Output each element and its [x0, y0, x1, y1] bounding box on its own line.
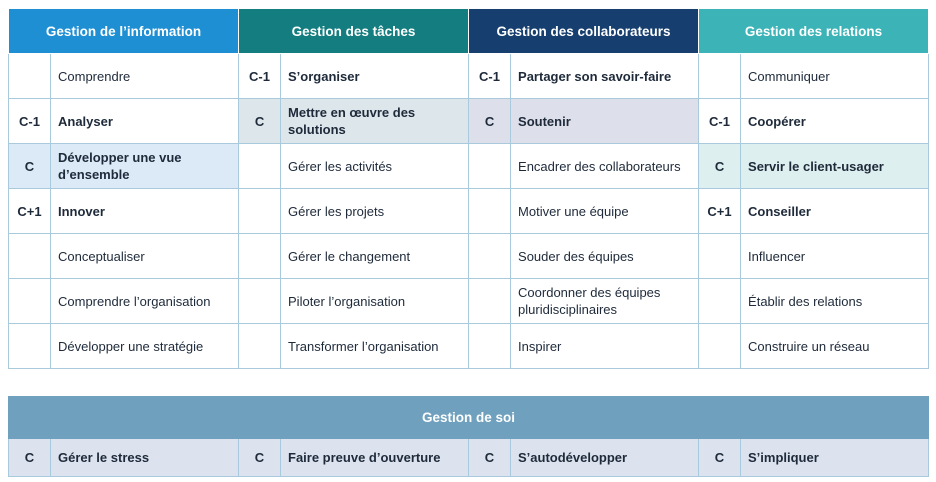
- soi-row: [9, 439, 929, 477]
- level-cell: [9, 54, 51, 99]
- level-cell: [699, 279, 741, 324]
- competence-cell: Construire un réseau: [741, 324, 929, 369]
- level-cell: [469, 189, 511, 234]
- competence-cell: Gérer les projets: [281, 189, 469, 234]
- competence-cell: Gérer le changement: [281, 234, 469, 279]
- level-cell: C: [469, 99, 511, 144]
- competence-cell: Développer une vue d’ensemble: [51, 144, 239, 189]
- level-cell: [239, 189, 281, 234]
- level-cell: [699, 234, 741, 279]
- level-cell: [469, 234, 511, 279]
- level-cell: C+1: [9, 189, 51, 234]
- level-cell: [239, 234, 281, 279]
- soi-label: Faire preuve d’ouverture: [281, 439, 469, 477]
- competence-grid: [8, 8, 929, 369]
- competence-cell: Piloter l’organisation: [281, 279, 469, 324]
- competence-cell: Mettre en œuvre des solutions: [281, 99, 469, 144]
- column-header: Gestion des tâches: [239, 9, 469, 54]
- level-cell: C-1: [469, 54, 511, 99]
- level-cell: C: [9, 144, 51, 189]
- level-cell: [469, 324, 511, 369]
- level-cell: [469, 279, 511, 324]
- level-cell: [469, 144, 511, 189]
- competence-cell: Conceptualiser: [51, 234, 239, 279]
- gestion-de-soi-table: [8, 396, 929, 477]
- competence-cell: Comprendre l’organisation: [51, 279, 239, 324]
- table-row: [9, 324, 929, 369]
- competence-cell: Motiver une équipe: [511, 189, 699, 234]
- table-row: [9, 234, 929, 279]
- column-header: Gestion des relations: [699, 9, 929, 54]
- soi-title: Gestion de soi: [9, 397, 929, 439]
- competence-cell: Souder des équipes: [511, 234, 699, 279]
- competence-cell: S’organiser: [281, 54, 469, 99]
- soi-level: C: [469, 439, 511, 477]
- soi-level: C: [699, 439, 741, 477]
- column-header: Gestion de l’information: [9, 9, 239, 54]
- soi-label: S’impliquer: [741, 439, 929, 477]
- competence-cell: Innover: [51, 189, 239, 234]
- column-header: Gestion des collaborateurs: [469, 9, 699, 54]
- competence-cell: Établir des relations: [741, 279, 929, 324]
- competence-cell: Communiquer: [741, 54, 929, 99]
- competence-cell: Servir le client-usager: [741, 144, 929, 189]
- competence-cell: Comprendre: [51, 54, 239, 99]
- soi-header-row: [9, 397, 929, 439]
- level-cell: [9, 324, 51, 369]
- level-cell: C: [239, 99, 281, 144]
- level-cell: [699, 54, 741, 99]
- competence-cell: Partager son savoir-faire: [511, 54, 699, 99]
- competence-cell: Analyser: [51, 99, 239, 144]
- table-row: [9, 99, 929, 144]
- level-cell: [239, 144, 281, 189]
- table-row: [9, 144, 929, 189]
- competence-cell: Coordonner des équipes pluridisciplinaires: [511, 279, 699, 324]
- level-cell: C-1: [699, 99, 741, 144]
- soi-level: C: [239, 439, 281, 477]
- competence-cell: Gérer les activités: [281, 144, 469, 189]
- table-row: [9, 54, 929, 99]
- table-row: [9, 189, 929, 234]
- level-cell: [239, 279, 281, 324]
- competence-cell: Soutenir: [511, 99, 699, 144]
- soi-level: C: [9, 439, 51, 477]
- soi-label: Gérer le stress: [51, 439, 239, 477]
- table-row: [9, 279, 929, 324]
- level-cell: C+1: [699, 189, 741, 234]
- competence-cell: Transformer l’organisation: [281, 324, 469, 369]
- level-cell: C-1: [239, 54, 281, 99]
- level-cell: C-1: [9, 99, 51, 144]
- competence-cell: Influencer: [741, 234, 929, 279]
- header-row: [9, 9, 929, 54]
- competence-cell: Conseiller: [741, 189, 929, 234]
- soi-label: S’autodévelopper: [511, 439, 699, 477]
- competence-cell: Coopérer: [741, 99, 929, 144]
- level-cell: [239, 324, 281, 369]
- competence-cell: Encadrer des collaborateurs: [511, 144, 699, 189]
- level-cell: C: [699, 144, 741, 189]
- competence-cell: Développer une stratégie: [51, 324, 239, 369]
- level-cell: [9, 279, 51, 324]
- level-cell: [699, 324, 741, 369]
- level-cell: [9, 234, 51, 279]
- competence-cell: Inspirer: [511, 324, 699, 369]
